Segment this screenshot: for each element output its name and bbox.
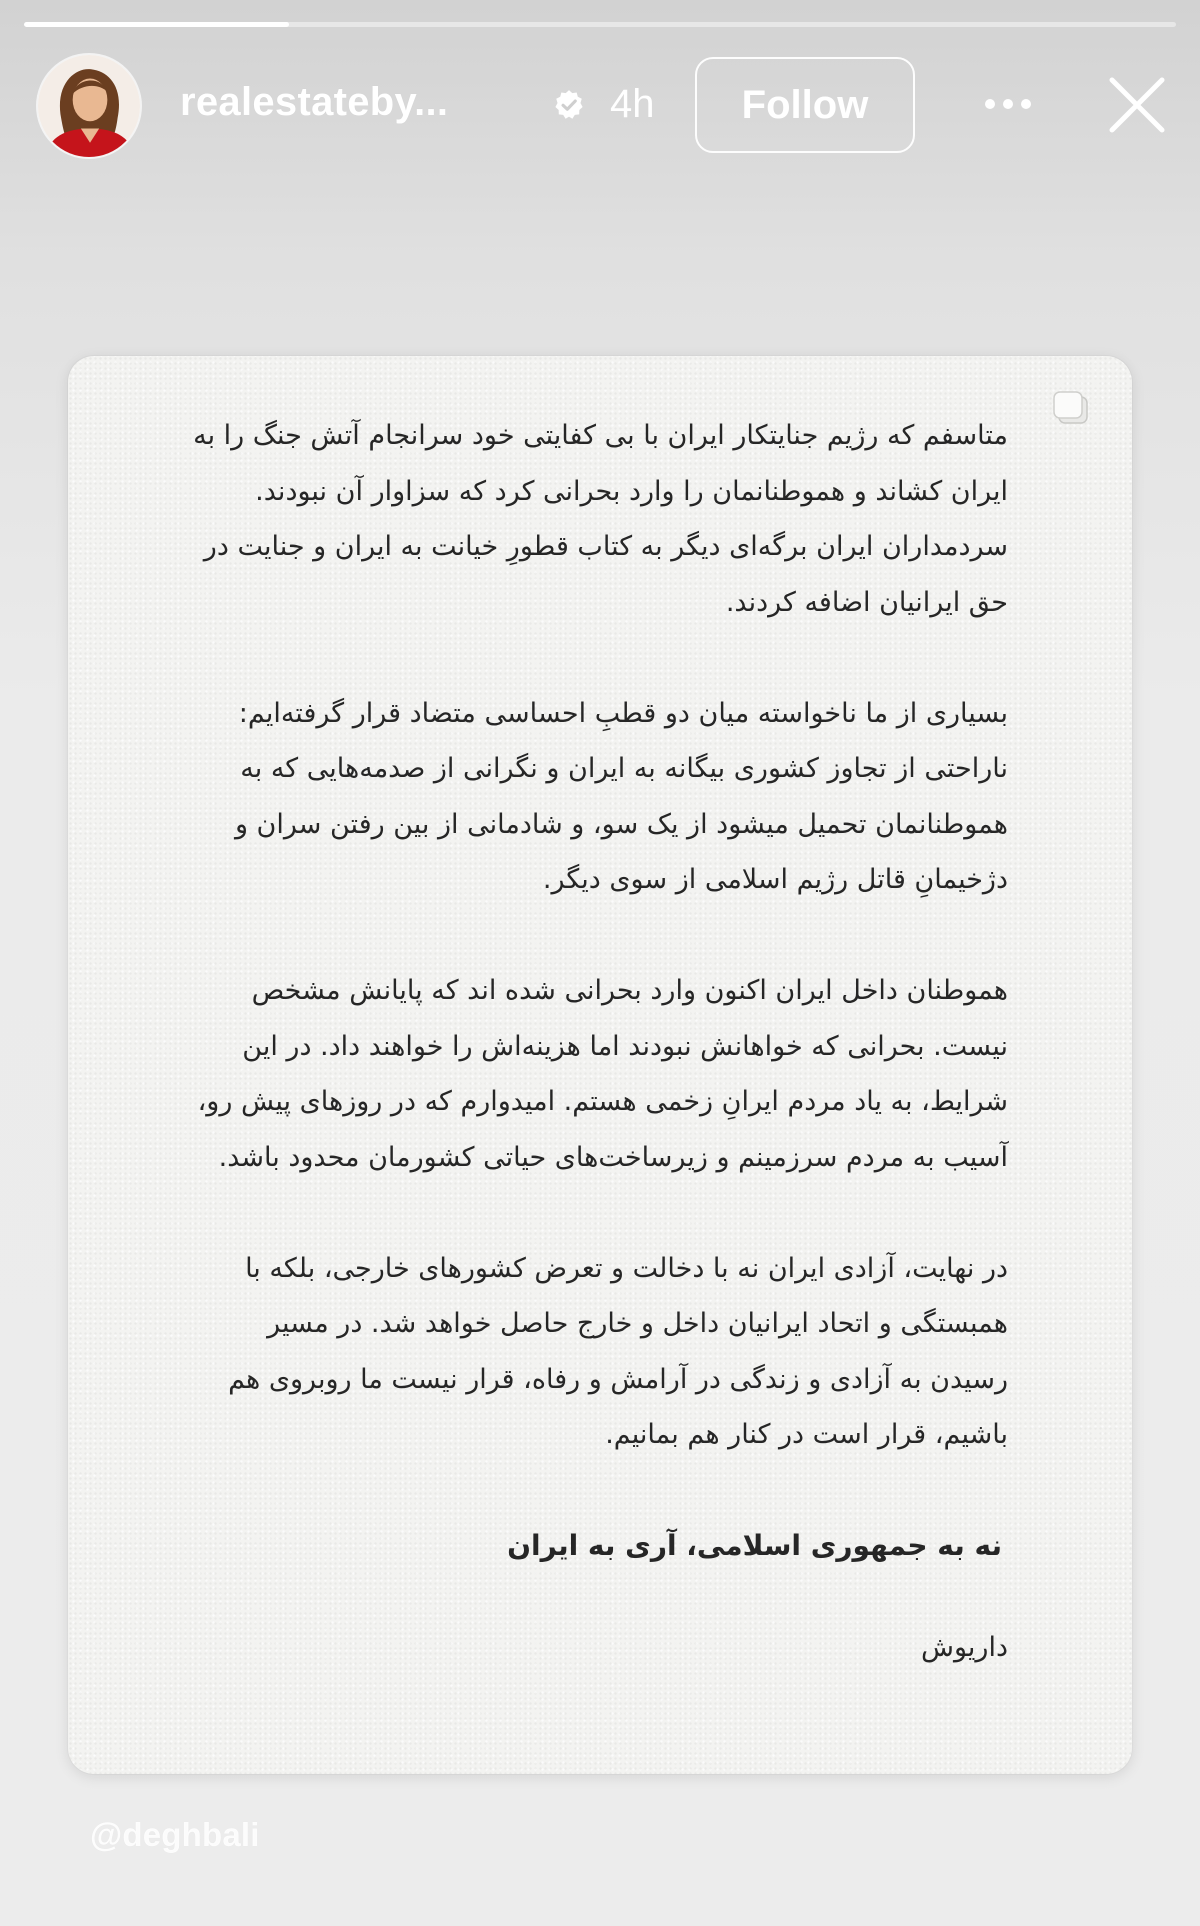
letter-signature: داریوش bbox=[921, 1631, 1008, 1663]
story-progress-bar bbox=[24, 22, 1176, 27]
username[interactable]: realestateby... bbox=[180, 80, 449, 124]
verified-badge-icon bbox=[552, 88, 586, 122]
letter-paragraph: متاسفم که رژیم جنایتکار ایران با بی کفایتی خود سرانجام آتش جنگ را به ایران کشاند و هموطنانمان را وارد بحرانی کرد که سزاوار آن نبودند. سردمداران ایران برگه‌ای دیگر به کتاب قطورِ خیانت به ایران و جنایت در حق ایرانیان اضافه کردند. bbox=[193, 420, 1008, 618]
story-progress-fill bbox=[24, 22, 289, 27]
avatar-portrait-icon bbox=[38, 55, 140, 157]
post-timestamp: 4h bbox=[610, 82, 655, 126]
profile-avatar[interactable] bbox=[38, 55, 140, 157]
close-icon[interactable] bbox=[1106, 74, 1168, 136]
letter-text bbox=[188, 408, 1008, 1675]
page-corner-icon bbox=[1050, 388, 1092, 428]
letter-paragraph: بسیاری از ما ناخواسته میان دو قطبِ احساسی متضاد قرار گرفته‌ایم: ناراحتی از تجاوز کشوری بیگانه به ایران و نگرانی از صدمه‌هایی که به هموطنانمان تحمیل میشود از یک سو، و شادمانی از بین رفتن سران و دژخیمانِ قاتل رژیم اسلامی از سوی دیگر. bbox=[234, 697, 1008, 895]
follow-button[interactable]: Follow bbox=[695, 57, 915, 153]
letter-paragraph: در نهایت، آزادی ایران نه با دخالت و تعرض کشورهای خارجی، بلکه با همبستگی و اتحاد ایرانیان داخل و خارج حاصل خواهد شد. در مسیر رسیدن به آزادی و زندگی در آرامش و رفاه، قرار نیست ما روبروی هم باشیم، قرار است در کنار هم بمانیم. bbox=[228, 1252, 1008, 1450]
watermark-handle: @deghbali bbox=[90, 1816, 260, 1853]
letter-slogan: نه به جمهوری اسلامی، آری به ایران bbox=[507, 1529, 1002, 1562]
more-dots-icon[interactable] bbox=[982, 96, 1034, 112]
letter-paragraph: هموطنان داخل ایران اکنون وارد بحرانی شده اند که پایانش مشخص نیست. بحرانی که خواهانش نبودند اما هزینه‌اش را خواهند داد. در این شرایط، به یاد مردم ایرانِ زخمی هستم. امیدوارم که در روزهای پیش رو، آسیب به مردم سرزمینم و زیرساخت‌های حیاتی کشورمان محدود باشد. bbox=[197, 975, 1008, 1173]
